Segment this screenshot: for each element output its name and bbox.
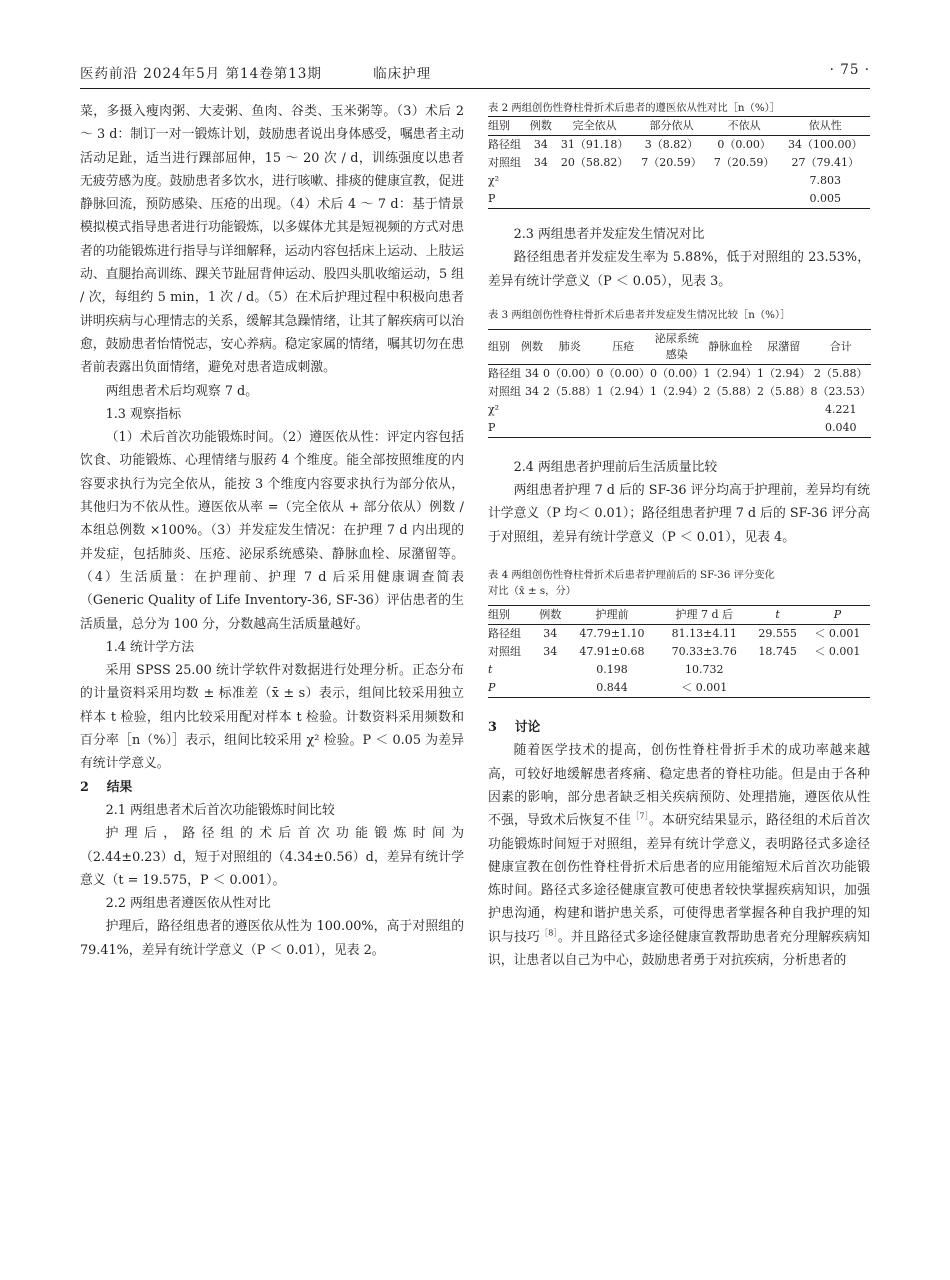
table-cell [704,401,758,419]
table-cell: 34（100.00） [787,138,863,151]
table-cell [805,679,870,698]
paragraph: 路径组患者并发症发生率为 5.88%，低于对照组的 23.53%，差异有统计学意义（P ＜ 0.05），见表 3。 [488,250,870,289]
table-header-cell: 不依从 [708,117,781,136]
table-row [488,661,870,679]
table-header-cell: 压疮 [597,329,651,364]
table-cell: 对照组 [488,645,521,659]
section-heading: 3 讨论 [488,720,541,736]
paragraph: 两组患者术后均观察 7 d。 [105,383,259,399]
table-cell [554,172,635,190]
table-row [488,136,870,155]
paragraph: （1）术后首次功能锻炼时间。（2）遵医依从性：评定内容包括饮食、功能锻炼、心理情绪与服药 4 个维度。能全部按照维度的内容要求执行为完全依从，能按 3 个维度内容要求执行为部分依从，其他归为不依从性。遵医依从率 =（完全依从 + 部分依从）例数 / 本组总例数 ×100%。（3）并发症发生情况：在护理 7 d 内出现的并发症，包括肺炎、压疮、泌尿系统感染、静脉血栓、尿潴留等。（4）生活质量：在护理前、护理 7 d 后采用健康调查简表（Generic Quality of Life Inventory-36, SF-36）评估患者的生活质量，总分为 100 分，分数越高生活质量越好。 [80,430,464,632]
table-cell [543,401,597,419]
table-cell: 0.005 [780,190,870,209]
table-header-cell: 护理前 [566,606,658,625]
section-heading: 2.1 两组患者术后首次功能锻炼时间比较 [105,802,335,818]
table-header-cell: 静脉血栓 [704,329,758,364]
table-cell: 对照组 [488,156,521,169]
table-row [488,679,870,698]
table-header-cell: 组别 [488,329,521,364]
table-cell: 34 [533,138,548,151]
section-heading: 1.3 观察指标 [105,406,182,422]
table-cell: 34 [525,384,539,398]
table-cell [535,661,566,679]
table-cell: 20（58.82） [560,156,629,169]
table-row [488,154,870,172]
section-heading: 2.3 两组患者并发症发生情况对比 [513,227,705,242]
table-cell: 7（20.59） [713,156,775,169]
table-cell: 路径组 [488,366,521,380]
table-cell: 18.745 [758,645,797,659]
table-header-cell: 依从性 [780,117,870,136]
table-cell [805,661,870,679]
table-cell [528,190,554,209]
table-header-cell: 完全依从 [554,117,635,136]
table-row [488,401,871,419]
table-cell: 27（79.41） [791,156,859,169]
paragraph [488,739,870,972]
table-caption: 表 4 两组创伤性脊柱骨折术后患者护理前后的 SF-36 评分变化 [488,569,775,582]
table-cell: 8（23.53） [810,384,871,398]
table-cell [528,172,554,190]
table-header-cell: 护理 7 d 后 [658,606,750,625]
table-cell: 31（91.18） [560,138,629,151]
section-heading: 1.4 统计学方法 [105,639,194,655]
table-cell: 70.33±3.76 [671,645,737,659]
table-caption: 表 3 两组创伤性脊柱骨折术后患者并发症发生情况比较［n（%）］ [488,308,791,321]
table-row [488,419,871,438]
table-cell: 路径组 [488,138,521,151]
table-cell [635,172,708,190]
table-cell [750,679,804,698]
table-cell [635,190,708,209]
table-header-cell: 例数 [535,606,566,625]
table-row [488,364,871,383]
paragraph: 护理后，路径组患者的遵医依从性为 100.00%，高于对照组的 79.41%，差异有统计学意义（P ＜ 0.01），见表 2。 [80,919,464,958]
table-cell: 7（20.59） [641,156,702,169]
table-cell: P [488,190,528,209]
table-cell: 34 [543,645,558,659]
table-cell [535,679,566,698]
section-heading: 2.2 两组患者遵医依从性对比 [105,896,271,912]
table-header-cell: 部分依从 [635,117,708,136]
table-cell [650,419,704,438]
table-caption: 表 2 两组创伤性脊柱骨折术后患者的遵医依从性对比［n（%）］ [488,102,781,114]
table-cell: 47.91±0.68 [579,645,645,659]
table-header-cell: 例数 [521,329,543,364]
table-row [488,172,870,190]
table-header-cell: 合计 [811,329,872,364]
table-header-cell: 肺炎 [543,329,597,364]
paragraph: 护 理 后 ， 路 径 组 的 术 后 首 次 功 能 锻 炼 时 间 为（2.44±0.23）d，短于对照组的（4.34±0.56）d，差异有统计学意义（t = 19.575，P ＜ 0.001）。 [80,826,464,888]
table-cell [597,401,651,419]
left-column [80,100,464,962]
paragraph: 采用 SPSS 25.00 统计学软件对数据进行处理分析。正态分布的计量资料采用均数 ± 标准差（x̄ ± s）表示，组间比较采用独立样本 t 检验，组内比较采用配对样本 t 检验。计数资料采用频数和百分率［n（%）］表示，组间比较采用 χ² 检验。P ＜ 0.05 为差异有统计学意义。 [80,663,464,772]
table-cell [708,190,781,209]
table-cell: P [488,679,535,698]
table-row [488,625,870,644]
paragraph: 两组患者护理 7 d 后的 SF-36 评分均高于护理前，差异均有统计学意义（P 均＜ 0.01）；路径组患者护理 7 d 后的 SF-36 评分高于对照组，差异有统计学意义（P ＜ 0.01），见表 4。 [488,483,870,545]
page-number: · 75 · [829,62,870,78]
header-rule [80,88,870,89]
table-cell [521,419,543,438]
table-cell: 0.844 [566,679,658,698]
table-cell: 0.198 [596,663,628,677]
table-cell: 0（0.00） [543,366,597,380]
table-row [488,190,870,209]
journal-info: 医药前沿 2024年5月 第14卷第13期 [80,66,322,82]
table-3 [488,329,871,438]
discussion-text: 随着医学技术的提高，创伤性脊柱骨折手术的成功率越来越高，可较好地缓解患者疼痛、稳定患者的脊柱功能。但是由于各种因素的影响，部分患者缺乏相关疾病预防、处理措施，遵医依从性不强，导致术后恢复不佳 [488,743,870,829]
table-cell: t [488,663,493,677]
table-row [488,383,871,401]
table-cell: ＜ 0.001 [658,679,750,698]
table-cell [750,661,804,679]
section-heading: 2 结果 [80,779,133,795]
table-header-cell: 尿潴留 [757,329,811,364]
table-cell: 2（5.88） [703,384,757,398]
table-cell: 10.732 [685,663,724,677]
table-cell: 34 [533,156,548,169]
table-cell: 对照组 [488,384,521,398]
table-cell: 4.221 [825,402,857,416]
table-cell: P [488,419,521,438]
table-cell [554,190,635,209]
table-header-cell: 组别 [488,606,535,625]
table-header-cell: 泌尿系统感染 [650,329,704,364]
table-header-cell: t [750,606,804,625]
table-cell [757,401,811,419]
paragraph: 菜，多摄入瘦肉粥、大麦粥、鱼肉、谷类、玉米粥等。（3）术后 2 ～ 3 d：制订一对一锻炼计划，鼓励患者说出身体感受，嘱患者主动活动足趾，适当进行踝部屈伸，15 ～ 20 次 / d，训练强度以患者无疲劳感为度。鼓励患者多饮水，进行咳嗽、排痰的健康宣教，促进静脉回流，预防感染、压疮的出现。（4）术后 4 ～ 7 d：基于情景模拟模式指导患者进行功能锻炼，以多媒体尤其是短视频的方式对患者的功能锻炼进行指导与详细解释，运动内容包括床上运动、上肢运动、直腿抬高训练、踝关节趾屈背伸运动、股四头肌收缩运动，5 组 / 次，每组约 5 min，1 次 / d。（5）在术后护理过程中积极向患者讲明疾病与心理情志的关系，缓解其急躁情绪，让其了解疾病可以治愈，鼓励患者怡情悦志，安心养病。稳定家属的情绪，嘱其切勿在患者前表露出负面情绪，避免对患者造成刺激。 [80,104,464,376]
table-header-cell: P [805,606,870,625]
table-cell: 81.13±4.11 [671,627,737,641]
table-cell: 34 [543,627,558,641]
table-cell: 1（2.94） [596,384,650,398]
table-cell: 0（0.00） [717,138,771,151]
table-cell: 47.79±1.10 [579,627,645,641]
table-cell [704,419,758,438]
table-cell: 34 [525,366,539,380]
citation: ［7］ [631,812,649,821]
running-header [80,62,870,82]
table-cell [543,419,597,438]
table-header-cell: 例数 [528,117,554,136]
discussion-text: 。并且路径式多途径健康宣教帮助患者充分理解疾病知识，让患者以自己为中心，鼓励患者勇于对抗疾病，分析患者的 [488,929,871,969]
right-column [488,100,870,972]
section-heading: 2.4 两组患者护理前后生活质量比较 [513,459,718,475]
section-name: 临床护理 [373,66,432,82]
table-cell: 1（2.94） [703,366,757,380]
table-header-cell: 组别 [488,117,528,136]
discussion-text: 。本研究结果显示，路径组的术后首次功能锻炼时间短于对照组，差异有统计学意义，表明路径式多途径健康宣教在创伤性脊柱骨折术后患者的应用能缩短术后首次功能锻炼时间。路径式多途径健康宣教可使患者较快掌握疾病知识，加强护患沟通，构建和谐护患关系，可使得患者掌握各种自我护理的知识与技巧 [488,813,871,945]
table-cell: 2（5.88） [757,384,811,398]
table-cell: χ² [488,174,500,187]
table-cell: 7.803 [809,174,841,187]
table-cell: 2（5.88） [543,384,597,398]
table-cell: ＜ 0.001 [814,645,861,659]
table-cell: ＜ 0.001 [814,627,861,641]
table-cell: χ² [488,402,500,416]
table-cell: 3（8.82） [644,138,699,151]
table-cell [597,419,651,438]
table-cell: 1（2.94） [757,366,811,380]
table-cell: 2（5.88） [814,366,868,380]
table-row [488,643,870,661]
table-caption-line2: 对比（x̄ ± s，分） [488,585,577,598]
table-cell: 0（0.00） [596,366,650,380]
table-cell [521,401,543,419]
table-cell: 29.555 [758,627,797,641]
table-cell [708,172,781,190]
table-cell: 路径组 [488,627,521,641]
table-2 [488,116,870,209]
table-cell: 0.040 [811,419,872,438]
table-cell [650,401,704,419]
table-cell: 0（0.00） [650,366,704,380]
table-4 [488,605,870,698]
table-cell [757,419,811,438]
citation: ［8］ [540,928,558,938]
table-cell: 1（2.94） [650,384,704,398]
